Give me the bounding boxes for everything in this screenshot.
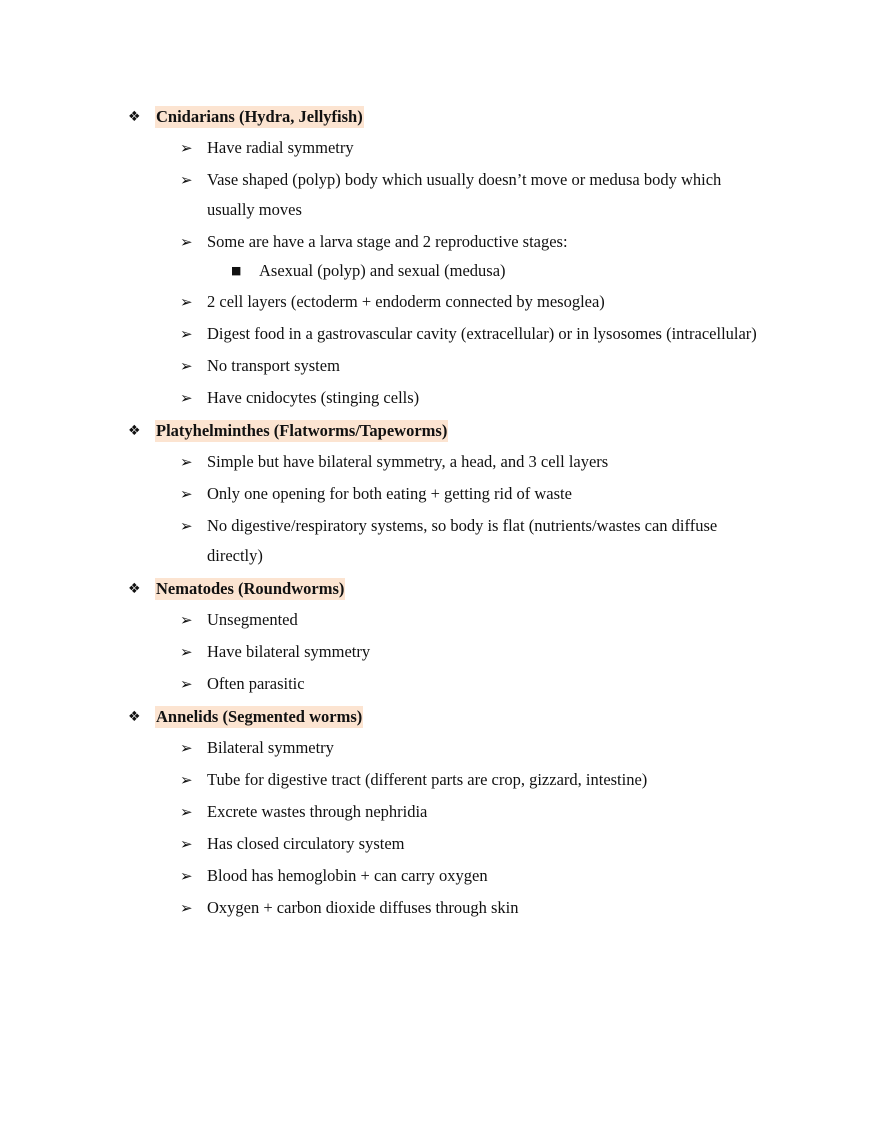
arrow-bullet-icon: ➢ xyxy=(180,389,193,407)
list-item-text: Vase shaped (polyp) body which usually doesn’t move or medusa body which usually moves xyxy=(207,170,722,219)
section-heading xyxy=(128,417,768,445)
list-item-text: Have radial symmetry xyxy=(207,138,354,157)
list-item-text: Often parasitic xyxy=(207,674,305,693)
list-item-text: Only one opening for both eating + getting rid of waste xyxy=(207,484,572,503)
diamond-bullet-icon: ❖ xyxy=(128,581,141,597)
list-item-text: Some are have a larva stage and 2 reproductive stages: xyxy=(207,232,568,251)
list-item xyxy=(128,827,768,859)
section-title: Platyhelminthes (Flatworms/Tapeworms) xyxy=(156,421,448,440)
list-item-text: Blood has hemoglobin + can carry oxygen xyxy=(207,866,488,885)
list-item xyxy=(128,859,768,891)
list-item xyxy=(128,731,768,763)
list-item xyxy=(128,635,768,667)
list-item-text: No transport system xyxy=(207,356,340,375)
list-item xyxy=(128,763,768,795)
diamond-bullet-icon: ❖ xyxy=(128,423,141,439)
list-item xyxy=(128,795,768,827)
list-item xyxy=(128,477,768,509)
arrow-bullet-icon: ➢ xyxy=(180,357,193,375)
arrow-bullet-icon: ➢ xyxy=(180,453,193,471)
list-item-text: Has closed circulatory system xyxy=(207,834,405,853)
list-item-text: Tube for digestive tract (different parts are crop, gizzard, intestine) xyxy=(207,770,648,789)
arrow-bullet-icon: ➢ xyxy=(180,803,193,821)
diamond-bullet-icon: ❖ xyxy=(128,109,141,125)
list-item xyxy=(128,381,768,413)
arrow-bullet-icon: ➢ xyxy=(180,325,193,343)
arrow-bullet-icon: ➢ xyxy=(180,835,193,853)
list-item xyxy=(128,163,768,225)
list-item xyxy=(128,285,768,317)
list-item-text: Bilateral symmetry xyxy=(207,738,334,757)
list-item xyxy=(128,509,768,571)
arrow-bullet-icon: ➢ xyxy=(180,675,193,693)
arrow-bullet-icon: ➢ xyxy=(180,867,193,885)
arrow-bullet-icon: ➢ xyxy=(180,611,193,629)
arrow-bullet-icon: ➢ xyxy=(180,643,193,661)
list-item-text: No digestive/respiratory systems, so body is flat (nutrients/wastes can diffuse directly) xyxy=(207,516,718,565)
list-item xyxy=(128,445,768,477)
notes-content xyxy=(128,103,768,923)
arrow-bullet-icon: ➢ xyxy=(180,485,193,503)
arrow-bullet-icon: ➢ xyxy=(180,899,193,917)
section-title: Annelids (Segmented worms) xyxy=(156,707,363,726)
list-item-text: Digest food in a gastrovascular cavity (extracellular) or in lysosomes (intracellular) xyxy=(207,324,757,343)
arrow-bullet-icon: ➢ xyxy=(180,171,193,189)
list-item xyxy=(128,891,768,923)
section-title: Cnidarians (Hydra, Jellyfish) xyxy=(156,107,363,126)
list-item xyxy=(128,603,768,635)
arrow-bullet-icon: ➢ xyxy=(180,233,193,251)
section-heading xyxy=(128,103,768,131)
diamond-bullet-icon: ❖ xyxy=(128,709,141,725)
list-item xyxy=(128,667,768,699)
list-item xyxy=(128,349,768,381)
sub-list-item-text: Asexual (polyp) and sexual (medusa) xyxy=(259,261,506,280)
list-item-text: 2 cell layers (ectoderm + endoderm connected by mesoglea) xyxy=(207,292,605,311)
arrow-bullet-icon: ➢ xyxy=(180,771,193,789)
square-bullet-icon: ■ xyxy=(231,264,242,277)
arrow-bullet-icon: ➢ xyxy=(180,139,193,157)
list-item-text: Oxygen + carbon dioxide diffuses through skin xyxy=(207,898,519,917)
section-title: Nematodes (Roundworms) xyxy=(156,579,345,598)
list-item-text: Have bilateral symmetry xyxy=(207,642,371,661)
list-item-text: Have cnidocytes (stinging cells) xyxy=(207,388,420,407)
list-item xyxy=(128,225,768,257)
arrow-bullet-icon: ➢ xyxy=(180,739,193,757)
section-heading xyxy=(128,575,768,603)
sub-list-item xyxy=(128,257,768,285)
list-item xyxy=(128,317,768,349)
arrow-bullet-icon: ➢ xyxy=(180,293,193,311)
list-item xyxy=(128,131,768,163)
list-item-text: Excrete wastes through nephridia xyxy=(207,802,428,821)
list-item-text: Simple but have bilateral symmetry, a head, and 3 cell layers xyxy=(207,452,609,471)
arrow-bullet-icon: ➢ xyxy=(180,517,193,535)
section-heading xyxy=(128,703,768,731)
list-item-text: Unsegmented xyxy=(207,610,298,629)
